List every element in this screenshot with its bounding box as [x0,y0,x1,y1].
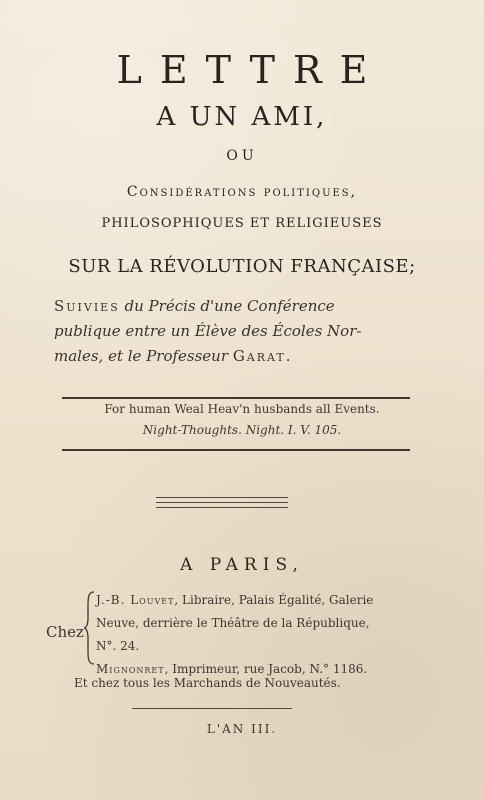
address-line-3: N°. 24. [96,639,140,653]
publication-place: A PARIS, [180,555,304,575]
garat-name: Garat. [232,347,293,365]
epigraph-top-rule [62,397,410,399]
ornament-rule-top [156,497,288,498]
suivies-paragraph [54,294,434,369]
suivies-rest: du Précis d'une Conférence [124,297,335,315]
address-line-1 [96,589,406,612]
epigraph-line-1: For human Weal Heav'n husbands all Events. [104,402,380,416]
merchants-line: Et chez tous les Marchands de Nouveautés. [74,676,341,690]
suivies-lead: Suivies [54,297,120,315]
philosophiques-line: PHILOSOPHIQUES ET RELIGIEUSES [101,216,383,231]
address-line-2: Neuve, derrière le Théâtre de la République, [96,616,370,630]
revolution-line: SUR LA RÉVOLUTION FRANÇAISE; [68,256,416,277]
year-line: L'AN III. [206,722,278,736]
title-subtitle: A UN AMI, [156,102,328,132]
title-ou: OU [226,148,258,164]
ornament-rule-middle [156,502,288,503]
address-line-4-rest: , Imprimeur, rue Jacob, N.° 1186. [164,662,368,676]
publique-line: publique entre un Élève des Écoles Nor- [54,322,362,340]
ornament-rule-bottom [156,507,288,508]
bottom-rule [132,708,292,709]
males-line [54,344,434,369]
left-brace-icon [84,590,96,666]
ornamental-divider [156,497,288,511]
males-lead: males, et le Professeur [54,347,229,365]
publisher-name: J.-B. Louvet [96,593,175,607]
epigraph-line-2: Night-Thoughts. Night. I. V. 105. [142,423,342,437]
chez-label: Chez [46,623,84,641]
address-line-1-rest: , Libraire, Palais Égalité, Galerie [174,593,374,607]
title-main: LETTRE [116,48,386,92]
printer-name: Mignonret [96,662,165,676]
suivies-line [54,294,434,319]
publisher-address [96,589,406,681]
epigraph-bottom-rule [62,449,410,451]
considerations-line: Considérations politiques, [126,184,358,200]
